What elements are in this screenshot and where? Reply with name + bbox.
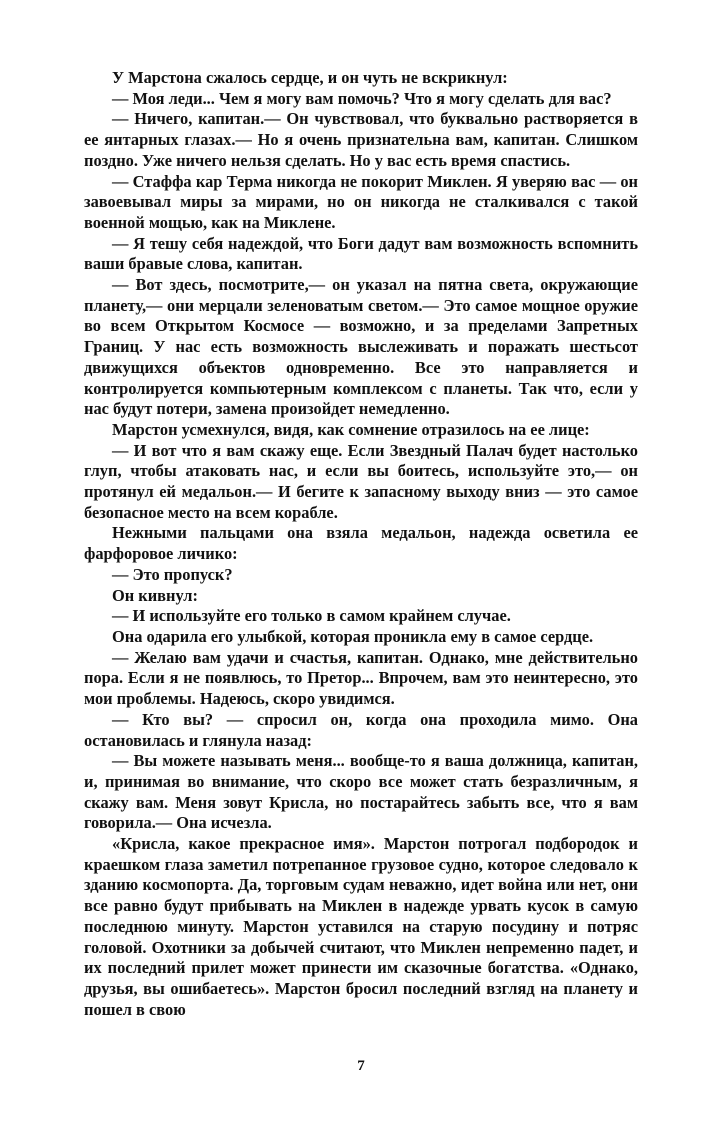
paragraph: — Желаю вам удачи и счастья, капитан. Однако, мне действительно пора. Если я не появлюсь, то Претор... Впрочем, вам это неинтересно, это мои проблемы. Надеюсь, скоро увидимся.	[84, 647, 638, 709]
paragraph: — Моя леди... Чем я могу вам помочь? Что я могу сделать для вас?	[112, 88, 612, 108]
page-number: 7	[357, 1058, 365, 1074]
paragraph: Он кивнул:	[112, 585, 198, 605]
body-text	[84, 68, 638, 1020]
paragraph: «Крисла, какое прекрасное имя». Марстон потрогал подбородок и краешком глаза заметил потрепанное грузовое судно, которое следовало к зданию космопорта. Да, торговым судам неважно, идет война или нет, они все равно будут прибывать на Миклен в надежде урвать кусок в самую последнюю минуту. Марстон уставился на старую посудину и потряс головой. Охотники за добычей считают, что Миклен непременно падет, и их последний прилет может принести им сказочные богатства. «Однако, друзья, вы ошибаетесь». Марстон бросил последний взгляд на планету и пошел в свою	[84, 834, 638, 1019]
paragraph: — Это пропуск?	[112, 564, 233, 584]
paragraph: — Стаффа кар Терма никогда не покорит Миклен. Я уверяю вас — он завоевывал миры за мирами, но он никогда не сталкивался с такой военной мощью, как на Миклене.	[84, 171, 638, 232]
paragraph: У Марстона сжалось сердце, и он чуть не вскрикнул:	[112, 68, 508, 87]
paragraph: — И вот что я вам скажу еще. Если Звездный Палач будет настолько глуп, чтобы атаковать нас, и если вы боитесь, используйте это,— он протянул ей медальон.— И бегите к запасному выходу вниз — это самое безопасное место на всем корабле.	[84, 440, 638, 522]
paragraph: Марстон усмехнулся, видя, как сомнение отразилось на ее лице:	[112, 419, 590, 439]
paragraph: — И используйте его только в самом крайнем случае.	[112, 606, 511, 626]
paragraph: — Вы можете называть меня... вообще-то я ваша должница, капитан, и, принимая во внимание, что скоро все может стать безразличным, я скажу вам. Меня зовут Крисла, но постарайтесь забыть все, что я вам говорила.— Она исчезла.	[84, 751, 638, 833]
paragraph: — Вот здесь, посмотрите,— он указал на пятна света, окружающие планету,— они мерцали зеленоватым светом.— Это самое мощное оружие во всем Открытом Космосе — возможно, и за пределами Запретных Границ. У нас есть возможность выслеживать и поражать шестьсот движущихся объектов одновременно. Все это направляется и контролируется компьютерным комплексом с планеты. Так что, если у нас будут потери, замена произойдет немедленно.	[84, 275, 638, 419]
paragraph: — Я тешу себя надеждой, что Боги дадут вам возможность вспомнить ваши бравые слова, капитан.	[84, 233, 638, 274]
paragraph: — Ничего, капитан.— Он чувствовал, что буквально растворяется в ее янтарных глазах.— Но я очень признательна вам, капитан. Слишком поздно. Уже ничего нельзя сделать. Но у вас есть время спастись.	[84, 109, 638, 170]
paragraph: — Кто вы? — спросил он, когда она проходила мимо. Она остановилась и глянула назад:	[84, 709, 638, 750]
paragraph: Нежными пальцами она взяла медальон, надежда осветила ее фарфоровое личико:	[84, 523, 638, 564]
paragraph: Она одарила его улыбкой, которая проникла ему в самое сердце.	[112, 626, 594, 646]
